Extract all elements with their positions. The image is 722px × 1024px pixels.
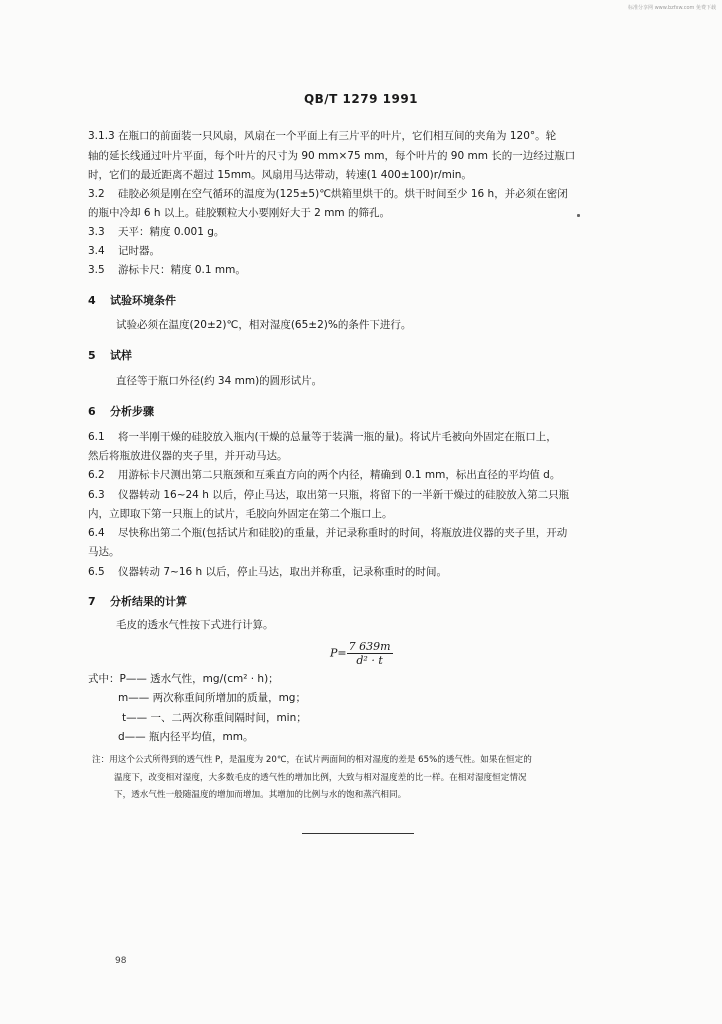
watermark: 标准分享网 www.bzfxw.com 免费下载 <box>628 5 716 11</box>
section-number: 3.3 <box>88 226 105 238</box>
section-3-5: 3.5 游标卡尺：精度 0.1 mm。 <box>88 264 246 276</box>
section-7-body: 毛皮的透水气性按下式进行计算。 <box>116 619 274 631</box>
page-number: 98 <box>115 956 127 966</box>
where-d: d—— 瓶内径平均值，mm。 <box>118 731 254 743</box>
section-6-5: 6.5 仪器转动 7~16 h 以后，停止马达，取出并称重，记录称重时的时间。 <box>88 566 448 578</box>
note-line-2: 温度下，改变相对湿度，大多数毛皮的透气性的增加比例，大致与相对湿度差的比一样。在相对湿度恒定情况 <box>114 773 527 783</box>
section-number: 6.3 <box>88 489 105 501</box>
section-3-1-3-line-2: 轴的延长线通过叶片平面，每个叶片的尺寸为 90 mm×75 mm，每个叶片的 90 mm 长的一边经过瓶口 <box>88 150 576 162</box>
section-number: 3.4 <box>88 245 105 257</box>
formula-denominator: d² · t <box>356 654 383 667</box>
section-6-4-line-2: 马达。 <box>88 546 120 558</box>
section-7-heading: 7 分析结果的计算 <box>88 595 187 608</box>
formula-numerator: 7 639m <box>348 640 391 653</box>
formula-fraction <box>347 640 393 667</box>
section-3-2-line-1: 3.2 硅胶必须是刚在空气循环的温度为(125±5)℃烘箱里烘干的。烘干时间至少 16 h，并必须在密闭 <box>88 188 568 200</box>
where-p: 式中：P—— 透水气性，mg/(cm² · h)； <box>88 673 279 685</box>
section-4-body: 试验必须在温度(20±2)℃，相对湿度(65±2)%的条件下进行。 <box>116 319 412 331</box>
section-number: 6.4 <box>88 527 105 539</box>
section-6-2: 6.2 用游标卡尺测出第二只瓶颈和互乘直方向的两个内径，精确到 0.1 mm，标出直径的平均值 d。 <box>88 469 561 481</box>
section-5-body: 直径等于瓶口外径(约 34 mm)的圆形试片。 <box>116 375 323 387</box>
note-line-3: 下，透水气性一般随温度的增加而增加。其增加的比例与水的饱和蒸汽相同。 <box>114 790 407 800</box>
section-6-1-line-2: 然后将瓶放进仪器的夹子里，并开动马达。 <box>88 450 288 462</box>
section-number: 6.2 <box>88 469 105 481</box>
where-t: t—— 一、二两次称重间隔时间，min； <box>122 712 307 724</box>
section-number: 6.5 <box>88 566 105 578</box>
formula-lhs: P= <box>330 646 347 660</box>
section-6-1-line-1: 6.1 将一半刚干燥的硅胶放入瓶内(干燥的总量等于装满一瓶的量)。将试片毛被向外固定在瓶口上， <box>88 431 557 443</box>
scan-speck <box>577 214 580 217</box>
section-3-1-3-line-3: 时，它们的最近距离不超过 15mm。风扇用马达带动，转速(1 400±100)r/min。 <box>88 169 472 181</box>
section-3-2-line-2: 的瓶中冷却 6 h 以上。硅胶颗粒大小要刚好大于 2 mm 的筛孔。 <box>88 207 390 219</box>
formula <box>330 640 393 667</box>
section-6-heading: 6 分析步骤 <box>88 405 154 418</box>
section-3-1-3-line-1: 3.1.3 在瓶口的前面装一只风扇，风扇在一个平面上有三片平的叶片，它们相互间的夹角为 120°。轮 <box>88 130 557 142</box>
section-5-heading: 5 试样 <box>88 349 132 362</box>
section-number: 3.5 <box>88 264 105 276</box>
section-4-heading: 4 试验环境条件 <box>88 294 176 307</box>
section-3-4: 3.4 记时器。 <box>88 245 160 257</box>
section-number: 3.2 <box>88 188 105 200</box>
note-line-1: 注：用这个公式所得到的透气性 P，是温度为 20℃，在试片两面间的相对湿度的差是 65%的透气性。如果在恒定的 <box>92 755 532 765</box>
standard-header: QB/T 1279 1991 <box>303 92 419 106</box>
where-m: m—— 两次称重间所增加的质量，mg； <box>118 692 306 704</box>
section-number: 6.1 <box>88 431 105 443</box>
end-rule <box>302 833 414 834</box>
section-6-3-line-2: 内，立即取下第一只瓶上的试片，毛胶向外固定在第二个瓶口上。 <box>88 508 393 520</box>
section-6-3-line-1: 6.3 仪器转动 16~24 h 以后，停止马达，取出第一只瓶，将留下的一半新干燥过的硅胶放入第二只瓶 <box>88 489 570 501</box>
section-number: 3.1.3 <box>88 130 115 142</box>
section-6-4-line-1: 6.4 尽快称出第二个瓶(包括试片和硅胶)的重量，并记录称重时的时间，将瓶放进仪器的夹子里，开动 <box>88 527 568 539</box>
section-3-3: 3.3 天平：精度 0.001 g。 <box>88 226 225 238</box>
